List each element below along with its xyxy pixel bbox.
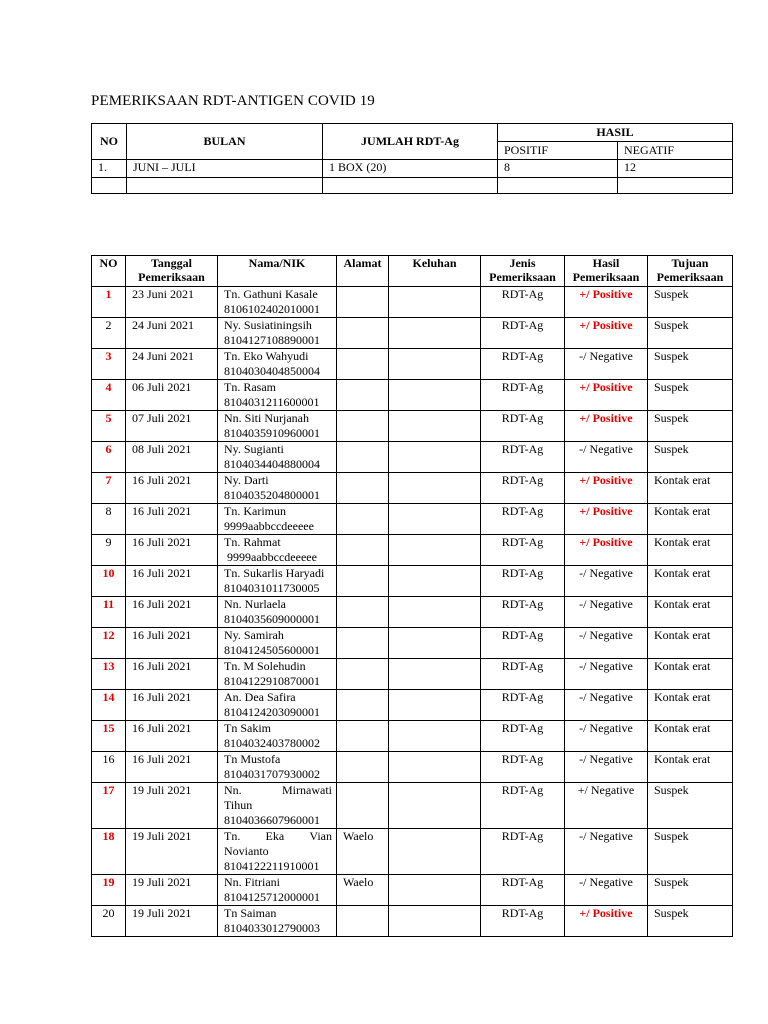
- summary-header-bulan: BULAN: [127, 124, 323, 160]
- row-complaint: [389, 473, 481, 504]
- row-number: 5: [92, 411, 126, 442]
- row-date: 19 Juli 2021: [126, 829, 218, 875]
- patient-name: Ny. Samirah: [224, 628, 284, 642]
- row-date: 23 Juni 2021: [126, 287, 218, 318]
- summary-cell-positif: 8: [498, 160, 618, 178]
- empty-cell: [92, 178, 127, 194]
- row-complaint: [389, 318, 481, 349]
- row-test-type: RDT-Ag: [481, 380, 565, 411]
- detail-header-tujuan: Tujuan Pemeriksaan: [648, 256, 733, 287]
- table-row: [92, 504, 733, 535]
- detail-header-alamat: Alamat: [337, 256, 389, 287]
- empty-cell: [498, 178, 618, 194]
- row-purpose: Kontak erat: [648, 659, 733, 690]
- row-purpose: Suspek: [648, 349, 733, 380]
- row-purpose: Kontak erat: [648, 721, 733, 752]
- table-row: [92, 875, 733, 906]
- row-name-nik: [218, 380, 337, 411]
- row-result: -/ Negative: [565, 721, 648, 752]
- patient-nik: 8104127108890001: [224, 333, 320, 347]
- row-date: 16 Juli 2021: [126, 721, 218, 752]
- row-purpose: Suspek: [648, 287, 733, 318]
- row-number: 15: [92, 721, 126, 752]
- patient-name: Tn. Rasam: [224, 380, 276, 394]
- row-purpose: Kontak erat: [648, 628, 733, 659]
- row-date: 16 Juli 2021: [126, 473, 218, 504]
- row-name-nik: [218, 690, 337, 721]
- patient-name: Nn. Siti Nurjanah: [224, 411, 309, 425]
- row-complaint: [389, 659, 481, 690]
- row-number: 7: [92, 473, 126, 504]
- patient-name: Tn. Eka Vian: [224, 829, 332, 843]
- row-number: 2: [92, 318, 126, 349]
- row-purpose: Suspek: [648, 411, 733, 442]
- row-name-nik: [218, 411, 337, 442]
- summary-empty-row: [92, 178, 733, 194]
- row-date: 16 Juli 2021: [126, 535, 218, 566]
- row-result: -/ Negative: [565, 875, 648, 906]
- row-result: +/ Positive: [565, 504, 648, 535]
- row-number: 17: [92, 783, 126, 829]
- row-purpose: Suspek: [648, 380, 733, 411]
- patient-name: Tn. Karimun: [224, 504, 286, 518]
- table-row: [92, 906, 733, 937]
- empty-cell: [618, 178, 733, 194]
- row-purpose: Kontak erat: [648, 473, 733, 504]
- row-name-nik: [218, 875, 337, 906]
- row-address: [337, 535, 389, 566]
- row-complaint: [389, 829, 481, 875]
- row-test-type: RDT-Ag: [481, 829, 565, 875]
- row-address: [337, 752, 389, 783]
- row-address: [337, 783, 389, 829]
- patient-nik: 9999aabbccdeeeee: [224, 519, 314, 533]
- row-result: -/ Negative: [565, 442, 648, 473]
- patient-name: An. Dea Safira: [224, 690, 296, 704]
- patient-name: Tn. Rahmat: [224, 535, 281, 549]
- row-date: 19 Juli 2021: [126, 875, 218, 906]
- patient-nik: 8104125712000001: [224, 890, 320, 904]
- patient-nik: 8104030404850004: [224, 364, 320, 378]
- row-name-nik: [218, 721, 337, 752]
- row-result: +/ Positive: [565, 473, 648, 504]
- row-address: [337, 473, 389, 504]
- row-result: -/ Negative: [565, 566, 648, 597]
- row-address: [337, 318, 389, 349]
- patient-nik: 8104036607960001: [224, 813, 320, 827]
- detail-header-nama: Nama/NIK: [218, 256, 337, 287]
- summary-cell-jumlah: 1 BOX (20): [323, 160, 498, 178]
- row-number: 3: [92, 349, 126, 380]
- row-purpose: Suspek: [648, 829, 733, 875]
- row-test-type: RDT-Ag: [481, 690, 565, 721]
- patient-nik: 8104122910870001: [224, 674, 320, 688]
- row-address: [337, 566, 389, 597]
- row-complaint: [389, 411, 481, 442]
- row-result: -/ Negative: [565, 349, 648, 380]
- row-number: 13: [92, 659, 126, 690]
- patient-name: Tn. Sukarlis Haryadi: [224, 566, 325, 580]
- row-complaint: [389, 566, 481, 597]
- row-date: 16 Juli 2021: [126, 690, 218, 721]
- patient-name: Nn. Fitriani: [224, 875, 280, 889]
- summary-table: [91, 123, 733, 194]
- summary-cell-negatif: 12: [618, 160, 733, 178]
- row-name-nik: [218, 829, 337, 875]
- patient-name: Ny. Susiatiningsih: [224, 318, 312, 332]
- patient-name: Tn Saiman: [224, 906, 277, 920]
- row-date: 16 Juli 2021: [126, 504, 218, 535]
- row-complaint: [389, 783, 481, 829]
- row-purpose: Suspek: [648, 906, 733, 937]
- row-date: 06 Juli 2021: [126, 380, 218, 411]
- row-address: [337, 597, 389, 628]
- row-result: -/ Negative: [565, 597, 648, 628]
- row-number: 10: [92, 566, 126, 597]
- row-complaint: [389, 504, 481, 535]
- table-row: [92, 535, 733, 566]
- row-date: 07 Juli 2021: [126, 411, 218, 442]
- row-test-type: RDT-Ag: [481, 442, 565, 473]
- row-number: 8: [92, 504, 126, 535]
- detail-table: [91, 255, 733, 937]
- patient-nik: 8104124203090001: [224, 705, 320, 719]
- row-test-type: RDT-Ag: [481, 783, 565, 829]
- table-row: [92, 411, 733, 442]
- table-row: [92, 721, 733, 752]
- row-purpose: Suspek: [648, 783, 733, 829]
- patient-nik: 8104031211600001: [224, 395, 320, 409]
- row-date: 16 Juli 2021: [126, 566, 218, 597]
- summary-cell-no: 1.: [92, 160, 127, 178]
- patient-name: Nn. Nurlaela: [224, 597, 286, 611]
- patient-name-cont: Novianto: [224, 844, 269, 858]
- row-address: Waelo: [337, 829, 389, 875]
- row-number: 20: [92, 906, 126, 937]
- row-complaint: [389, 721, 481, 752]
- row-number: 16: [92, 752, 126, 783]
- summary-header-no: NO: [92, 124, 127, 160]
- row-complaint: [389, 287, 481, 318]
- row-date: 24 Juni 2021: [126, 318, 218, 349]
- table-row: [92, 829, 733, 875]
- empty-cell: [323, 178, 498, 194]
- row-complaint: [389, 349, 481, 380]
- row-purpose: Suspek: [648, 875, 733, 906]
- row-name-nik: [218, 597, 337, 628]
- table-row: [92, 380, 733, 411]
- patient-name-cont: Tihun: [224, 798, 253, 812]
- row-name-nik: [218, 473, 337, 504]
- row-test-type: RDT-Ag: [481, 721, 565, 752]
- row-address: [337, 380, 389, 411]
- row-test-type: RDT-Ag: [481, 875, 565, 906]
- patient-nik: 8104035609000001: [224, 612, 320, 626]
- row-result: +/ Positive: [565, 380, 648, 411]
- row-date: 19 Juli 2021: [126, 783, 218, 829]
- row-result: +/ Negative: [565, 783, 648, 829]
- row-result: -/ Negative: [565, 628, 648, 659]
- patient-nik: 8104035910960001: [224, 426, 320, 440]
- row-date: 16 Juli 2021: [126, 628, 218, 659]
- patient-nik: 8104032403780002: [224, 736, 320, 750]
- row-address: [337, 659, 389, 690]
- row-name-nik: [218, 906, 337, 937]
- empty-cell: [127, 178, 323, 194]
- table-row: [92, 690, 733, 721]
- detail-header-hasil: Hasil Pemeriksaan: [565, 256, 648, 287]
- row-name-nik: [218, 783, 337, 829]
- table-row: [92, 442, 733, 473]
- summary-cell-bulan: JUNI – JULI: [127, 160, 323, 178]
- row-complaint: [389, 690, 481, 721]
- row-address: [337, 504, 389, 535]
- patient-nik: 8104031011730005: [224, 581, 320, 595]
- patient-nik: 8104033012790003: [224, 921, 320, 935]
- row-number: 11: [92, 597, 126, 628]
- row-purpose: Kontak erat: [648, 566, 733, 597]
- row-address: [337, 411, 389, 442]
- row-test-type: RDT-Ag: [481, 473, 565, 504]
- row-purpose: Kontak erat: [648, 535, 733, 566]
- row-purpose: Kontak erat: [648, 504, 733, 535]
- table-row: [92, 597, 733, 628]
- patient-name: Tn. Gathuni Kasale: [224, 287, 318, 301]
- summary-header-jumlah: JUMLAH RDT-Ag: [323, 124, 498, 160]
- row-number: 18: [92, 829, 126, 875]
- row-result: +/ Positive: [565, 318, 648, 349]
- row-purpose: Suspek: [648, 442, 733, 473]
- patient-nik: 8104124505600001: [224, 643, 320, 657]
- row-date: 16 Juli 2021: [126, 752, 218, 783]
- patient-name: Tn. Eko Wahyudi: [224, 349, 309, 363]
- table-row: [92, 783, 733, 829]
- patient-nik: 9999aabbccdeeeee: [224, 550, 317, 564]
- row-number: 9: [92, 535, 126, 566]
- table-row: [92, 287, 733, 318]
- detail-header-jenis: Jenis Pemeriksaan: [481, 256, 565, 287]
- row-test-type: RDT-Ag: [481, 411, 565, 442]
- patient-nik: 8104122211910001: [224, 859, 320, 873]
- table-row: [92, 752, 733, 783]
- row-test-type: RDT-Ag: [481, 628, 565, 659]
- row-result: -/ Negative: [565, 752, 648, 783]
- table-row: [92, 659, 733, 690]
- row-test-type: RDT-Ag: [481, 349, 565, 380]
- detail-header-keluhan: Keluhan: [389, 256, 481, 287]
- row-result: +/ Positive: [565, 535, 648, 566]
- row-name-nik: [218, 442, 337, 473]
- row-name-nik: [218, 566, 337, 597]
- patient-nik: 8106102402010001: [224, 302, 320, 316]
- summary-header-negatif: NEGATIF: [618, 142, 733, 160]
- row-address: [337, 287, 389, 318]
- row-date: 08 Juli 2021: [126, 442, 218, 473]
- row-result: -/ Negative: [565, 690, 648, 721]
- patient-nik: 8104034404880004: [224, 457, 320, 471]
- row-complaint: [389, 535, 481, 566]
- row-purpose: Kontak erat: [648, 690, 733, 721]
- row-address: [337, 906, 389, 937]
- row-name-nik: [218, 318, 337, 349]
- row-date: 24 Juni 2021: [126, 349, 218, 380]
- row-number: 4: [92, 380, 126, 411]
- row-result: +/ Positive: [565, 906, 648, 937]
- row-complaint: [389, 752, 481, 783]
- row-address: [337, 628, 389, 659]
- row-date: 19 Juli 2021: [126, 906, 218, 937]
- patient-nik: 8104035204800001: [224, 488, 320, 502]
- table-row: [92, 318, 733, 349]
- row-name-nik: [218, 504, 337, 535]
- row-name-nik: [218, 628, 337, 659]
- row-test-type: RDT-Ag: [481, 504, 565, 535]
- patient-name: Tn. M Solehudin: [224, 659, 306, 673]
- row-result: -/ Negative: [565, 829, 648, 875]
- summary-row: [92, 160, 733, 178]
- row-number: 14: [92, 690, 126, 721]
- row-address: [337, 721, 389, 752]
- row-complaint: [389, 380, 481, 411]
- row-number: 19: [92, 875, 126, 906]
- patient-name: Nn. Mirnawati: [224, 783, 332, 797]
- row-name-nik: [218, 752, 337, 783]
- row-date: 16 Juli 2021: [126, 597, 218, 628]
- row-number: 1: [92, 287, 126, 318]
- patient-name: Tn Sakim: [224, 721, 271, 735]
- row-address: [337, 349, 389, 380]
- row-number: 6: [92, 442, 126, 473]
- row-complaint: [389, 875, 481, 906]
- table-row: [92, 628, 733, 659]
- table-row: [92, 566, 733, 597]
- detail-header-no: NO: [92, 256, 126, 287]
- row-test-type: RDT-Ag: [481, 659, 565, 690]
- patient-nik: 8104031707930002: [224, 767, 320, 781]
- row-complaint: [389, 628, 481, 659]
- row-result: +/ Positive: [565, 411, 648, 442]
- row-test-type: RDT-Ag: [481, 906, 565, 937]
- row-name-nik: [218, 659, 337, 690]
- row-result: -/ Negative: [565, 659, 648, 690]
- table-row: [92, 349, 733, 380]
- row-date: 16 Juli 2021: [126, 659, 218, 690]
- row-address: [337, 690, 389, 721]
- row-complaint: [389, 597, 481, 628]
- summary-header-hasil: HASIL: [498, 124, 733, 142]
- row-name-nik: [218, 287, 337, 318]
- patient-name: Ny. Darti: [224, 473, 269, 487]
- document-title: PEMERIKSAAN RDT-ANTIGEN COVID 19: [91, 93, 375, 109]
- row-test-type: RDT-Ag: [481, 535, 565, 566]
- detail-header-tanggal: Tanggal Pemeriksaan: [126, 256, 218, 287]
- summary-header-positif: POSITIF: [498, 142, 618, 160]
- row-test-type: RDT-Ag: [481, 287, 565, 318]
- row-purpose: Suspek: [648, 318, 733, 349]
- row-test-type: RDT-Ag: [481, 318, 565, 349]
- row-address: Waelo: [337, 875, 389, 906]
- patient-name: Ny. Sugianti: [224, 442, 284, 456]
- row-test-type: RDT-Ag: [481, 752, 565, 783]
- row-complaint: [389, 442, 481, 473]
- table-row: [92, 473, 733, 504]
- row-purpose: Kontak erat: [648, 752, 733, 783]
- row-name-nik: [218, 349, 337, 380]
- row-number: 12: [92, 628, 126, 659]
- patient-name: Tn Mustofa: [224, 752, 281, 766]
- row-purpose: Kontak erat: [648, 597, 733, 628]
- row-address: [337, 442, 389, 473]
- row-complaint: [389, 906, 481, 937]
- row-result: +/ Positive: [565, 287, 648, 318]
- row-name-nik: [218, 535, 337, 566]
- row-test-type: RDT-Ag: [481, 597, 565, 628]
- row-test-type: RDT-Ag: [481, 566, 565, 597]
